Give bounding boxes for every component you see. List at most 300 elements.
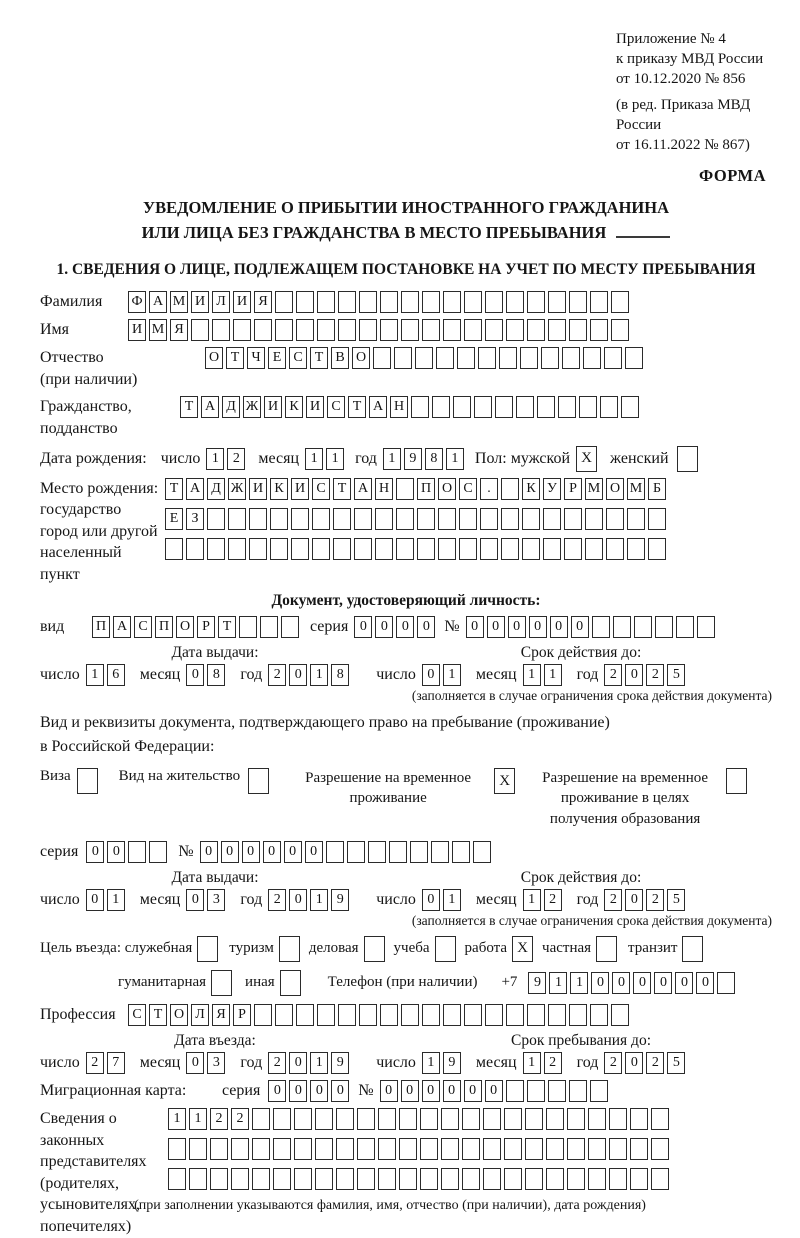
form-cell — [401, 319, 419, 341]
form-cell: 0 — [443, 1080, 461, 1102]
form-cell — [197, 936, 218, 962]
form-cell: З — [186, 508, 204, 530]
form-cell — [273, 1138, 291, 1160]
permit-issue-date-group — [40, 889, 352, 911]
form-cell — [600, 396, 618, 418]
form-cell: 0 — [485, 1080, 503, 1102]
form-cell — [210, 1138, 228, 1160]
form-cell — [347, 841, 365, 863]
form-cell — [294, 1138, 312, 1160]
guardians-block — [40, 1108, 772, 1238]
form-cell — [422, 319, 440, 341]
form-cell — [606, 508, 624, 530]
form-cell: И — [191, 291, 209, 313]
form-cell — [191, 319, 209, 341]
patronymic-note: (при наличии) — [40, 370, 138, 388]
form-cell — [459, 538, 477, 560]
form-cell — [609, 1108, 627, 1130]
permit-dates-row — [40, 889, 772, 911]
form-cell — [401, 291, 419, 313]
form-cell — [411, 396, 429, 418]
form-cell: 0 — [529, 616, 547, 638]
form-cell: 0 — [422, 1080, 440, 1102]
form-cell — [525, 1108, 543, 1130]
phone-prefix: +7 — [501, 974, 518, 991]
form-cell: 8 — [331, 664, 349, 686]
form-cell — [254, 1004, 272, 1026]
form-cell: 6 — [107, 664, 125, 686]
form-cell — [338, 1004, 356, 1026]
form-cell: Т — [348, 396, 366, 418]
doc-series-cells — [354, 616, 438, 638]
year-label: год — [240, 1053, 263, 1071]
form-cell — [380, 1004, 398, 1026]
form-cell: В — [331, 347, 349, 369]
form-cell: И — [264, 396, 282, 418]
form-cell — [590, 1004, 608, 1026]
form-cell: 0 — [633, 972, 651, 994]
profession-label: Профессия — [40, 1006, 116, 1024]
form-cell — [485, 319, 503, 341]
residence-permit-option — [119, 768, 272, 794]
form-cell — [478, 347, 496, 369]
form-cell — [165, 538, 183, 560]
form-cell: 1 — [383, 448, 401, 470]
visa-checkbox — [77, 768, 101, 794]
birth-place-labels — [40, 478, 165, 586]
birth-place-row-1 — [165, 478, 669, 500]
form-cell — [378, 1138, 396, 1160]
form-cell — [453, 396, 471, 418]
permit-series-label: серия — [40, 842, 79, 860]
form-cell — [354, 508, 372, 530]
year-label: год — [240, 890, 263, 908]
form-cell — [459, 508, 477, 530]
form-cell — [275, 1004, 293, 1026]
form-cell — [228, 508, 246, 530]
form-cell: 0 — [289, 1080, 307, 1102]
form-cell — [588, 1138, 606, 1160]
form-cell — [399, 1168, 417, 1190]
form-cell: А — [369, 396, 387, 418]
form-cell: 1 — [310, 1052, 328, 1074]
doc-issue-month-cells — [186, 664, 228, 686]
form-cell — [389, 841, 407, 863]
form-cell — [569, 319, 587, 341]
form-cell: А — [201, 396, 219, 418]
form-cell — [252, 1108, 270, 1130]
form-cell: 2 — [227, 448, 245, 470]
permit-issue-date-label: Дата выдачи: — [171, 868, 259, 886]
form-cell: 2 — [646, 664, 664, 686]
form-cell — [312, 508, 330, 530]
form-cell: 0 — [305, 841, 323, 863]
form-cell: 0 — [289, 1052, 307, 1074]
form-cell: Ж — [228, 478, 246, 500]
form-cell: 1 — [446, 448, 464, 470]
form-cell: 1 — [168, 1108, 186, 1130]
mig-series-cells — [268, 1080, 352, 1102]
birth-place-block — [40, 478, 772, 586]
form-cell — [480, 508, 498, 530]
form-cell: С — [289, 347, 307, 369]
form-cell: С — [327, 396, 345, 418]
purpose-other-checkbox — [280, 970, 304, 996]
form-cell — [435, 936, 456, 962]
form-cell — [186, 538, 204, 560]
form-cell — [354, 538, 372, 560]
form-cell — [233, 319, 251, 341]
form-cell — [504, 1138, 522, 1160]
form-cell — [627, 508, 645, 530]
form-cell — [499, 347, 517, 369]
form-cell: У — [543, 478, 561, 500]
form-cell — [506, 1004, 524, 1026]
given-name-row — [40, 319, 772, 341]
purpose-other-label: иная — [245, 974, 275, 991]
form-cell — [522, 508, 540, 530]
form-cell — [501, 538, 519, 560]
form-cell: Т — [149, 1004, 167, 1026]
form-cell: 2 — [210, 1108, 228, 1130]
permit-valid-year-cells — [604, 889, 688, 911]
form-cell — [443, 319, 461, 341]
form-cell — [336, 1108, 354, 1130]
form-cell — [462, 1108, 480, 1130]
form-cell — [441, 1168, 459, 1190]
form-cell — [462, 1138, 480, 1160]
doc-validity-note: (заполняется в случае ограничения срока действия документа) — [411, 687, 772, 703]
form-cell — [270, 538, 288, 560]
form-cell: 0 — [107, 841, 125, 863]
citizenship-cells — [180, 396, 642, 418]
sex-female-checkbox — [677, 446, 701, 472]
visa-label: Виза — [40, 768, 71, 785]
form-cell — [537, 396, 555, 418]
birth-date-label: Дата рождения: — [40, 449, 147, 467]
form-cell: 9 — [331, 889, 349, 911]
form-cell: 1 — [549, 972, 567, 994]
form-cell: 1 — [326, 448, 344, 470]
birth-city-label-2: населенный пункт — [40, 544, 122, 584]
form-cell — [249, 538, 267, 560]
form-cell — [422, 1004, 440, 1026]
form-cell — [207, 508, 225, 530]
entry-month-cells — [186, 1052, 228, 1074]
purpose-tourism-label: туризм — [229, 940, 274, 957]
form-cell: 0 — [487, 616, 505, 638]
form-cell: 2 — [544, 1052, 562, 1074]
purpose-humanitarian-checkbox — [211, 970, 235, 996]
form-cell — [189, 1168, 207, 1190]
form-cell — [501, 508, 519, 530]
birth-city-label-1: город или другой — [40, 522, 158, 540]
form-cell — [611, 291, 629, 313]
form-cell — [364, 936, 385, 962]
doc-number-label: № — [444, 617, 460, 635]
form-cell: К — [522, 478, 540, 500]
form-cell: 5 — [667, 664, 685, 686]
entry-date-group — [40, 1052, 352, 1074]
form-cell — [431, 841, 449, 863]
form-cell — [541, 347, 559, 369]
year-label: год — [576, 665, 599, 683]
form-cell: 1 — [544, 664, 562, 686]
form-cell — [254, 319, 272, 341]
form-cell — [676, 616, 694, 638]
form-cell — [546, 1108, 564, 1130]
form-cell: 2 — [231, 1108, 249, 1130]
guardians-row-1 — [168, 1108, 672, 1130]
appendix-line: от 10.12.2020 № 856 — [616, 70, 746, 87]
doc-type-cells — [92, 616, 302, 638]
form-cell — [357, 1168, 375, 1190]
form-cell — [697, 616, 715, 638]
form-cell — [168, 1138, 186, 1160]
form-cell: 0 — [422, 889, 440, 911]
form-cell — [315, 1138, 333, 1160]
purpose-private-label: частная — [542, 940, 592, 957]
form-cell — [168, 1168, 186, 1190]
form-cell — [717, 972, 735, 994]
form-cell — [417, 508, 435, 530]
form-cell: 8 — [425, 448, 443, 470]
form-cell — [651, 1108, 669, 1130]
form-cell: С — [128, 1004, 146, 1026]
form-cell — [585, 508, 603, 530]
permit-number-label: № — [178, 842, 194, 860]
form-cell: Л — [191, 1004, 209, 1026]
form-cell — [279, 936, 300, 962]
form-cell: 0 — [625, 664, 643, 686]
form-cell — [336, 1168, 354, 1190]
amendment-line: от 16.11.2022 № 867) — [616, 136, 750, 153]
form-cell — [359, 1004, 377, 1026]
form-cell — [326, 841, 344, 863]
day-label: число — [376, 1053, 416, 1071]
month-label: месяц — [139, 890, 181, 908]
form-cell: 0 — [86, 889, 104, 911]
form-cell: Л — [212, 291, 230, 313]
form-cell: А — [354, 478, 372, 500]
form-cell — [296, 1004, 314, 1026]
appendix-block — [616, 30, 772, 156]
form-cell: 0 — [268, 1080, 286, 1102]
form-cell: X — [494, 768, 515, 794]
visa-option — [40, 768, 101, 794]
form-cell: О — [352, 347, 370, 369]
form-cell: К — [285, 396, 303, 418]
form-cell: М — [627, 478, 645, 500]
form-cell — [396, 538, 414, 560]
day-label: число — [160, 449, 201, 467]
form-cell — [252, 1138, 270, 1160]
birth-date-row — [40, 446, 772, 472]
permit-valid-date-group — [376, 889, 688, 911]
form-cell: Т — [310, 347, 328, 369]
temp-permit-label: Разрешение на временное проживание — [305, 770, 472, 807]
form-cell: И — [249, 478, 267, 500]
form-cell: 2 — [268, 889, 286, 911]
form-cell: Т — [226, 347, 244, 369]
form-cell — [634, 616, 652, 638]
form-cell — [294, 1108, 312, 1130]
form-cell: 0 — [186, 1052, 204, 1074]
form-cell — [569, 1004, 587, 1026]
form-cell — [380, 291, 398, 313]
temp-permit-checkbox — [494, 768, 518, 794]
form-cell: О — [205, 347, 223, 369]
purpose-private-checkbox — [596, 936, 620, 962]
stay-year-cells — [604, 1052, 688, 1074]
form-cell — [210, 1168, 228, 1190]
form-cell — [464, 291, 482, 313]
purpose-tourism-checkbox — [279, 936, 303, 962]
form-cell — [422, 291, 440, 313]
form-cell — [564, 508, 582, 530]
form-cell — [211, 970, 232, 996]
purpose-official-label: Цель въезда: служебная — [40, 940, 193, 957]
residence-permit-label: Вид на жительство — [118, 768, 241, 785]
form-cell — [438, 508, 456, 530]
form-cell — [291, 508, 309, 530]
permit-series-row — [40, 841, 772, 863]
doc-number-cells — [466, 616, 718, 638]
form-cell: И — [291, 478, 309, 500]
form-cell — [682, 936, 703, 962]
form-cell — [569, 291, 587, 313]
form-cell — [543, 508, 561, 530]
form-cell — [473, 841, 491, 863]
form-cell: 3 — [207, 889, 225, 911]
form-cell: 0 — [310, 1080, 328, 1102]
form-cell — [548, 319, 566, 341]
form-cell — [380, 319, 398, 341]
form-cell — [420, 1138, 438, 1160]
form-cell — [527, 1004, 545, 1026]
form-cell: 9 — [528, 972, 546, 994]
form-cell — [312, 538, 330, 560]
form-cell: И — [233, 291, 251, 313]
form-cell — [359, 319, 377, 341]
form-cell: 0 — [696, 972, 714, 994]
appendix-line: Приложение № 4 — [616, 31, 726, 47]
form-cell — [585, 538, 603, 560]
form-cell: 1 — [189, 1108, 207, 1130]
form-cell: 2 — [268, 1052, 286, 1074]
form-cell — [394, 347, 412, 369]
form-cell — [474, 396, 492, 418]
form-cell — [583, 347, 601, 369]
doc-dates-header — [40, 644, 772, 662]
form-cell — [436, 347, 454, 369]
appendix-line: к приказу МВД России — [616, 50, 764, 67]
permit-valid-month-cells — [523, 889, 565, 911]
form-cell — [462, 1168, 480, 1190]
form-cell — [280, 970, 301, 996]
given-name-cells — [128, 319, 632, 341]
form-cell — [401, 1004, 419, 1026]
form-cell: 0 — [289, 664, 307, 686]
form-cell: А — [113, 616, 131, 638]
phone-label: Телефон (при наличии) — [327, 974, 478, 991]
form-cell: 1 — [310, 889, 328, 911]
form-cell: М — [149, 319, 167, 341]
form-cell: Д — [222, 396, 240, 418]
year-label: год — [240, 665, 263, 683]
form-cell — [273, 1168, 291, 1190]
form-cell — [543, 538, 561, 560]
form-cell — [378, 1108, 396, 1130]
sex-male-label: Пол: мужской — [474, 449, 570, 467]
form-cell — [464, 319, 482, 341]
doc-type-label: вид — [40, 617, 65, 635]
form-cell — [375, 508, 393, 530]
identity-doc-row — [40, 616, 772, 638]
form-cell: 3 — [207, 1052, 225, 1074]
form-cell — [630, 1138, 648, 1160]
entry-day-cells — [86, 1052, 128, 1074]
form-cell: Я — [254, 291, 272, 313]
form-cell — [396, 508, 414, 530]
form-cell — [457, 347, 475, 369]
form-cell: Р — [564, 478, 582, 500]
form-cell — [606, 538, 624, 560]
form-cell: Р — [197, 616, 215, 638]
form-cell — [368, 841, 386, 863]
birth-year-cells — [383, 448, 467, 470]
form-cell — [480, 538, 498, 560]
form-cell — [417, 538, 435, 560]
form-cell — [231, 1168, 249, 1190]
form-cell — [333, 508, 351, 530]
birth-place-row-2 — [165, 508, 669, 530]
form-cell — [625, 347, 643, 369]
form-cell: 1 — [570, 972, 588, 994]
form-cell: Е — [165, 508, 183, 530]
form-cell: Е — [268, 347, 286, 369]
form-cell: 0 — [186, 664, 204, 686]
form-cell: 2 — [86, 1052, 104, 1074]
doc-issue-date-label: Дата выдачи: — [171, 643, 259, 661]
form-cell — [359, 291, 377, 313]
form-cell — [373, 347, 391, 369]
form-cell — [438, 538, 456, 560]
form-cell — [338, 291, 356, 313]
purpose-study-checkbox — [435, 936, 459, 962]
form-cell — [338, 319, 356, 341]
stay-day-cells — [422, 1052, 464, 1074]
doc-issue-date-group — [40, 664, 352, 686]
form-cell: 0 — [375, 616, 393, 638]
form-label: ФОРМА — [699, 165, 766, 185]
mig-number-label: № — [358, 1081, 374, 1099]
form-cell: 2 — [268, 664, 286, 686]
day-label: число — [40, 665, 80, 683]
form-cell: 0 — [284, 841, 302, 863]
form-cell — [231, 1138, 249, 1160]
form-cell — [527, 1080, 545, 1102]
form-cell: 1 — [206, 448, 224, 470]
purpose-study-label: учеба — [393, 940, 430, 957]
form-cell — [558, 396, 576, 418]
form-cell: Н — [375, 478, 393, 500]
form-cell: 1 — [523, 664, 541, 686]
form-cell — [189, 1138, 207, 1160]
form-cell — [378, 1168, 396, 1190]
doc-dates-row — [40, 664, 772, 686]
entry-dates-header — [40, 1032, 772, 1050]
